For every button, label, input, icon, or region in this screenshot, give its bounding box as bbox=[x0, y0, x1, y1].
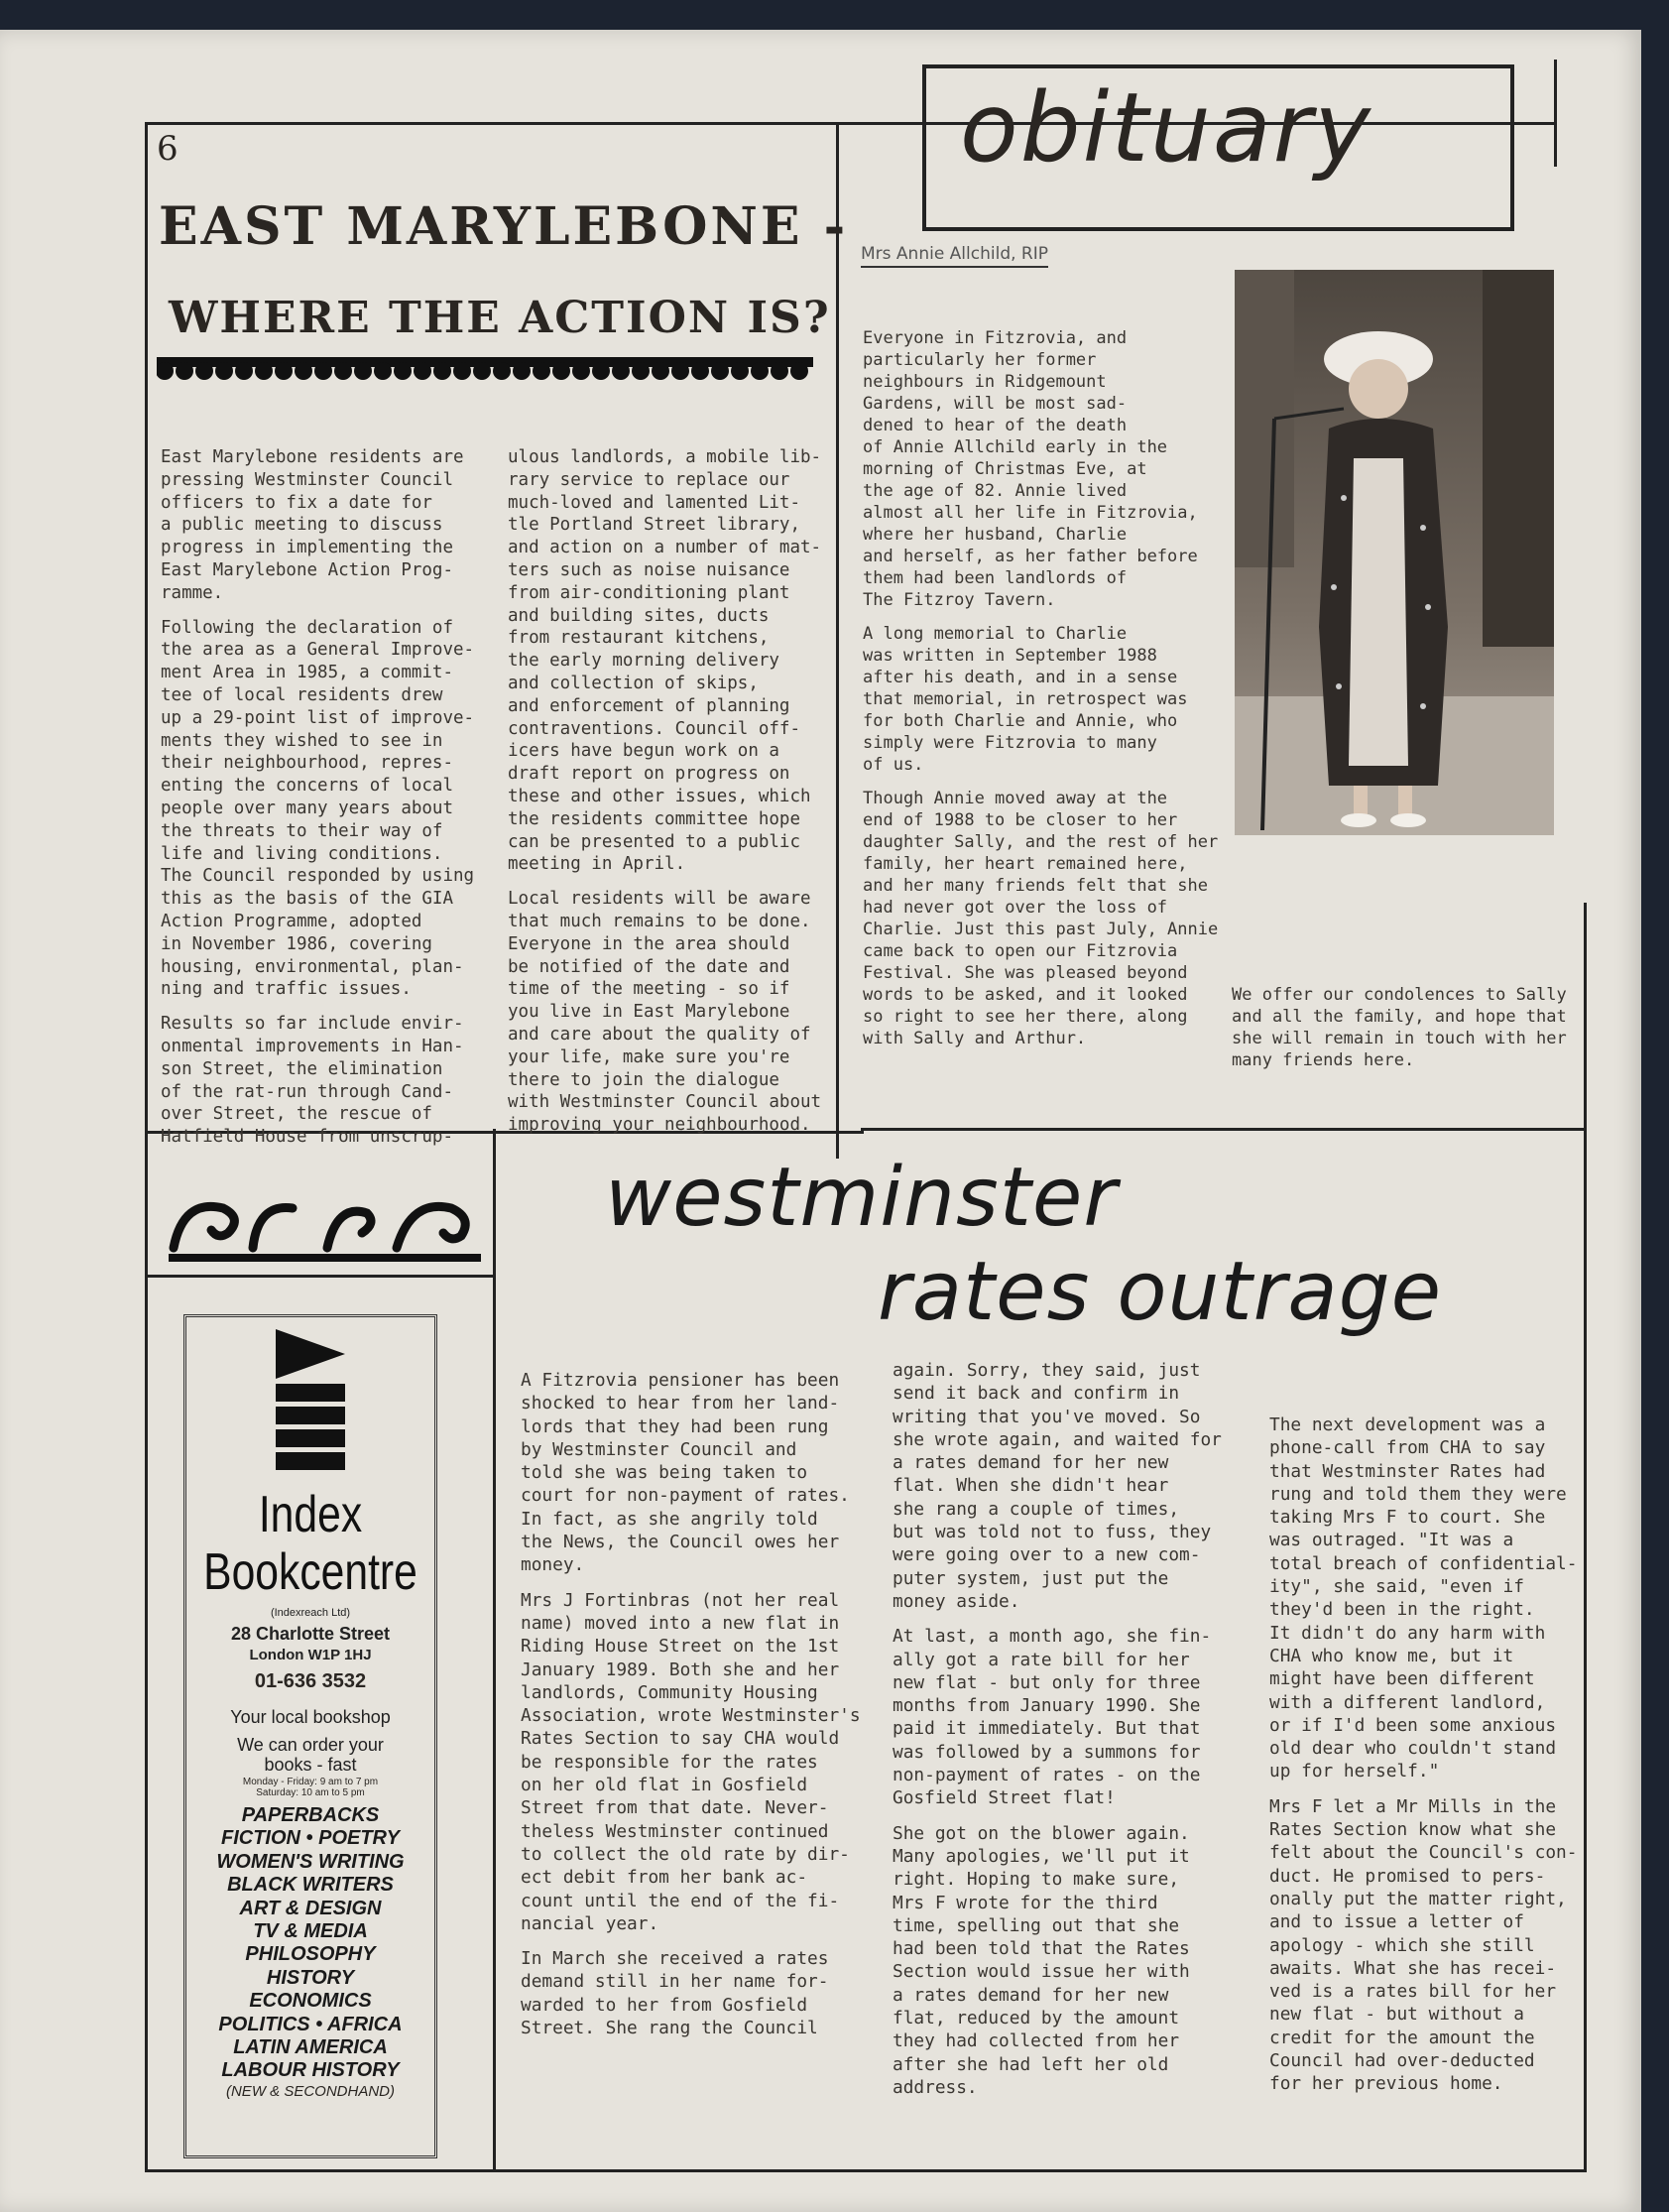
paragraph: The next development was a phone-call from CHA to say that Westminster Rates had rung and told them they were taking Mrs F to court. She was outraged. "It was a total breach of confidential- ity", she said, "even if they'd been in the right. It didn't do any harm with CHA who know me, but it might have been different with a different landlord, or if I'd been some anxious old dear who couldn't stand up for herself." bbox=[1269, 1414, 1578, 1782]
frame-left bbox=[145, 122, 148, 2170]
paragraph: Following the declaration of the area as a General Improve- ment Area in 1985, a commit- tee of local residents drew up a 29-point list of improve- ments they wished to see in their neighbourhood, repres- enting the concerns of local people over many years about the threats to their way of life and living conditions. The Council responded by using this as the basis of the GIA Action Programme, adopted in November 1986, covering housing, environmental, plan- ning and traffic issues. bbox=[161, 617, 475, 1000]
westminster-column-2 bbox=[893, 1359, 1259, 2111]
ad-hours-2: Saturday: 10 am to 5 pm bbox=[256, 1787, 365, 1798]
paragraph: Local residents will be aware that much remains to be done. Everyone in the area should be notified of the date and time of the meeting - so if you live in East Marylebone and care about the quality of your life, make sure you're there to join the dialogue with Westminster Council about improving your neighbourhood. bbox=[508, 889, 822, 1136]
paragraph: Mrs J Fortinbras (not her real name) moved into a new flat in Riding House Street on the 1st January 1989. Both she and her landlords, Community Housing Association, wrote Westminster's Rates Section to say CHA would be responsible for the rates on her old flat in Gosfield Street from that date. Never- theless Westminster continued to collect the old rate by dir- ect debit from her bank ac- count until the end of the fi- nancial year. bbox=[521, 1589, 861, 1934]
ad-category: WOMEN'S WRITING bbox=[216, 1850, 405, 1873]
obituary-column-2 bbox=[1232, 984, 1589, 1083]
westminster-column-1 bbox=[521, 1369, 888, 2051]
bookcentre-logo-icon bbox=[276, 1329, 345, 1478]
ad-category: PAPERBACKS bbox=[241, 1804, 380, 1826]
paragraph: Results so far include envir- onmental improvements in Han- son Street, the elimination of the rat-run through Cand- over Street, the rescue of Hatfield House from unscrup- bbox=[161, 1014, 464, 1148]
scallop-divider bbox=[157, 357, 813, 387]
east-marylebone-subtitle: WHERE THE ACTION IS? bbox=[169, 293, 831, 343]
ad-category: BLACK WRITERS bbox=[227, 1874, 394, 1897]
paragraph: A Fitzrovia pensioner has been shocked to hear from her land- lords that they had been rung by Westminster Council and told she was being taken to court for non-payment of rates. In fact, as she angrily told the News, the Council owes her money. bbox=[521, 1370, 850, 1576]
art-nouveau-ornament bbox=[164, 1188, 486, 1268]
divider-lower-left bbox=[493, 1129, 496, 2170]
ad-name-line-2: Bookcentre bbox=[203, 1543, 417, 1601]
ad-address-1: 28 Charlotte Street bbox=[230, 1624, 391, 1644]
page-number: 6 bbox=[157, 129, 179, 169]
paragraph: East Marylebone residents are pressing Westminster Council officers to fix a date for a public meeting to discuss progress in implementing the East Marylebone Action Prog- ramme. bbox=[161, 447, 464, 603]
ad-tagline: Your local bookshop bbox=[230, 1707, 391, 1727]
westminster-column-3 bbox=[1269, 1413, 1616, 2108]
newspaper-page bbox=[0, 30, 1641, 2212]
ad-category: HISTORY bbox=[266, 1966, 355, 1989]
ad-category: ART & DESIGN bbox=[239, 1897, 382, 1919]
index-bookcentre-advert bbox=[183, 1314, 437, 2158]
ad-footer: (NEW & SECONDHAND) bbox=[225, 2082, 395, 2100]
paragraph: We offer our condolences to Sally and all the family, and hope that she will remain in touch with her many friends here. bbox=[1232, 985, 1567, 1070]
ad-category: PHILOSOPHY bbox=[245, 1943, 376, 1966]
divider-obit-bottom bbox=[861, 1128, 1587, 1131]
ad-name-line-1: Index bbox=[258, 1486, 363, 1543]
ad-order-1: We can order your bbox=[237, 1735, 384, 1755]
paragraph: In March she received a rates demand still in her name for- warded to her from Gosfield Street. She rang the Council bbox=[521, 1948, 829, 2039]
east-marylebone-column-1 bbox=[161, 446, 493, 1161]
westminster-heading-line-2: rates outrage bbox=[878, 1245, 1443, 1339]
ornament-base bbox=[169, 1254, 481, 1262]
frame-bottom bbox=[145, 2169, 1587, 2172]
ad-category: FICTION • POETRY bbox=[221, 1827, 400, 1850]
frame-right-upper bbox=[1554, 60, 1557, 167]
ad-category: ECONOMICS bbox=[249, 1990, 372, 2013]
ad-category: LABOUR HISTORY bbox=[221, 2059, 400, 2082]
ad-order-2: books - fast bbox=[264, 1755, 357, 1775]
paragraph: At last, a month ago, she fin- ally got a rate bill for her new flat - but only for three months from January 1990. She paid it immediately. But that was followed by a summons for non-payment of rates - on the Gosfield Street flat! bbox=[893, 1626, 1212, 1809]
ad-company: (Indexreach Ltd) bbox=[270, 1607, 351, 1619]
ad-address-2: London W1P 1HJ bbox=[249, 1647, 372, 1663]
ad-category: TV & MEDIA bbox=[253, 1920, 368, 1943]
ad-hours-1: Monday - Friday: 9 am to 7 pm bbox=[242, 1777, 379, 1787]
ad-category: POLITICS • AFRICA bbox=[218, 2013, 403, 2035]
obituary-column-1 bbox=[863, 327, 1235, 1061]
east-marylebone-column-2 bbox=[508, 446, 845, 1149]
obituary-byline: Mrs Annie Allchild, RIP bbox=[861, 244, 1048, 268]
paragraph: She got on the blower again. Many apologies, we'll put it right. Hoping to make sure, Mrs F wrote for the third time, spelling out that she had been told that the Rates Section would issue her with a rates demand for her new flat, reduced by the amount they had collected from her after she had left her old address. bbox=[893, 1822, 1190, 2098]
east-marylebone-title: EAST MARYLEBONE - bbox=[159, 196, 849, 257]
paragraph: Though Annie moved away at the end of 1988 to be closer to her daughter Sally, and the rest of her family, her heart remained here, and her many friends felt that she had never got over the loss of Charlie. Just this past July, Annie came back to open our Fitzrovia Festival. She was pleased beyond words to be asked, and it looked so right to see her there, along with Sally and Arthur. bbox=[863, 789, 1219, 1048]
divider-ornament-bottom bbox=[145, 1275, 494, 1278]
westminster-heading-line-1: westminster bbox=[605, 1151, 1119, 1245]
paragraph: Mrs F let a Mr Mills in the Rates Section know what she felt about the Council's con- duct. He promised to pers- onally put the matter right, and to issue a letter of apology - which she still awaits. What she has recei- ved is a rates bill for her new flat - but without a credit for the amount the Council had over-deducted for her previous home. bbox=[1269, 1795, 1578, 2095]
obituary-heading: obituary bbox=[922, 64, 1514, 231]
paragraph: ulous landlords, a mobile lib- rary service to replace our much-loved and lamented Lit- tle Portland Street library, and action on a number of mat- ters such as noise nuisance from air-conditioning plant and building sites, ducts from restaurant kitchens, the early morning delivery and collection of skips, and enforcement of planning contraventions. Council off- icers have begun work on a draft report on progress on these and other issues, which the residents committee hope can be presented to a public meeting in April. bbox=[508, 447, 822, 875]
paragraph: again. Sorry, they said, just send it back and confirm in writing that you've moved. So she wrote again, and waited for a rates demand for her new flat. When she didn't hear she rang a couple of times, but was told not to fuss, they were going over to a new com- puter system, just put the money aside. bbox=[893, 1360, 1222, 1612]
annie-allchild-photo bbox=[1235, 270, 1554, 835]
photo-illustration bbox=[1235, 270, 1554, 835]
ad-category: LATIN AMERICA bbox=[233, 2036, 388, 2059]
paragraph: A long memorial to Charlie was written in September 1988 after his death, and in a sense that memorial, in retrospect was for both Charlie and Annie, who simply were Fitzrovia to many of us. bbox=[863, 624, 1188, 775]
ad-phone: 01-636 3532 bbox=[254, 1670, 367, 1692]
paragraph: Everyone in Fitzrovia, and particularly her former neighbours in Ridgemount Gardens, will be most sad- dened to hear of the death of Annie Allchild early in the morning of Christmas Eve, at the age of 82. Annie lived almost all her life in Fitzrovia, where her husband, Charlie and herself, as her father before them had been landlords of The Fitzroy Tavern. bbox=[863, 328, 1198, 610]
